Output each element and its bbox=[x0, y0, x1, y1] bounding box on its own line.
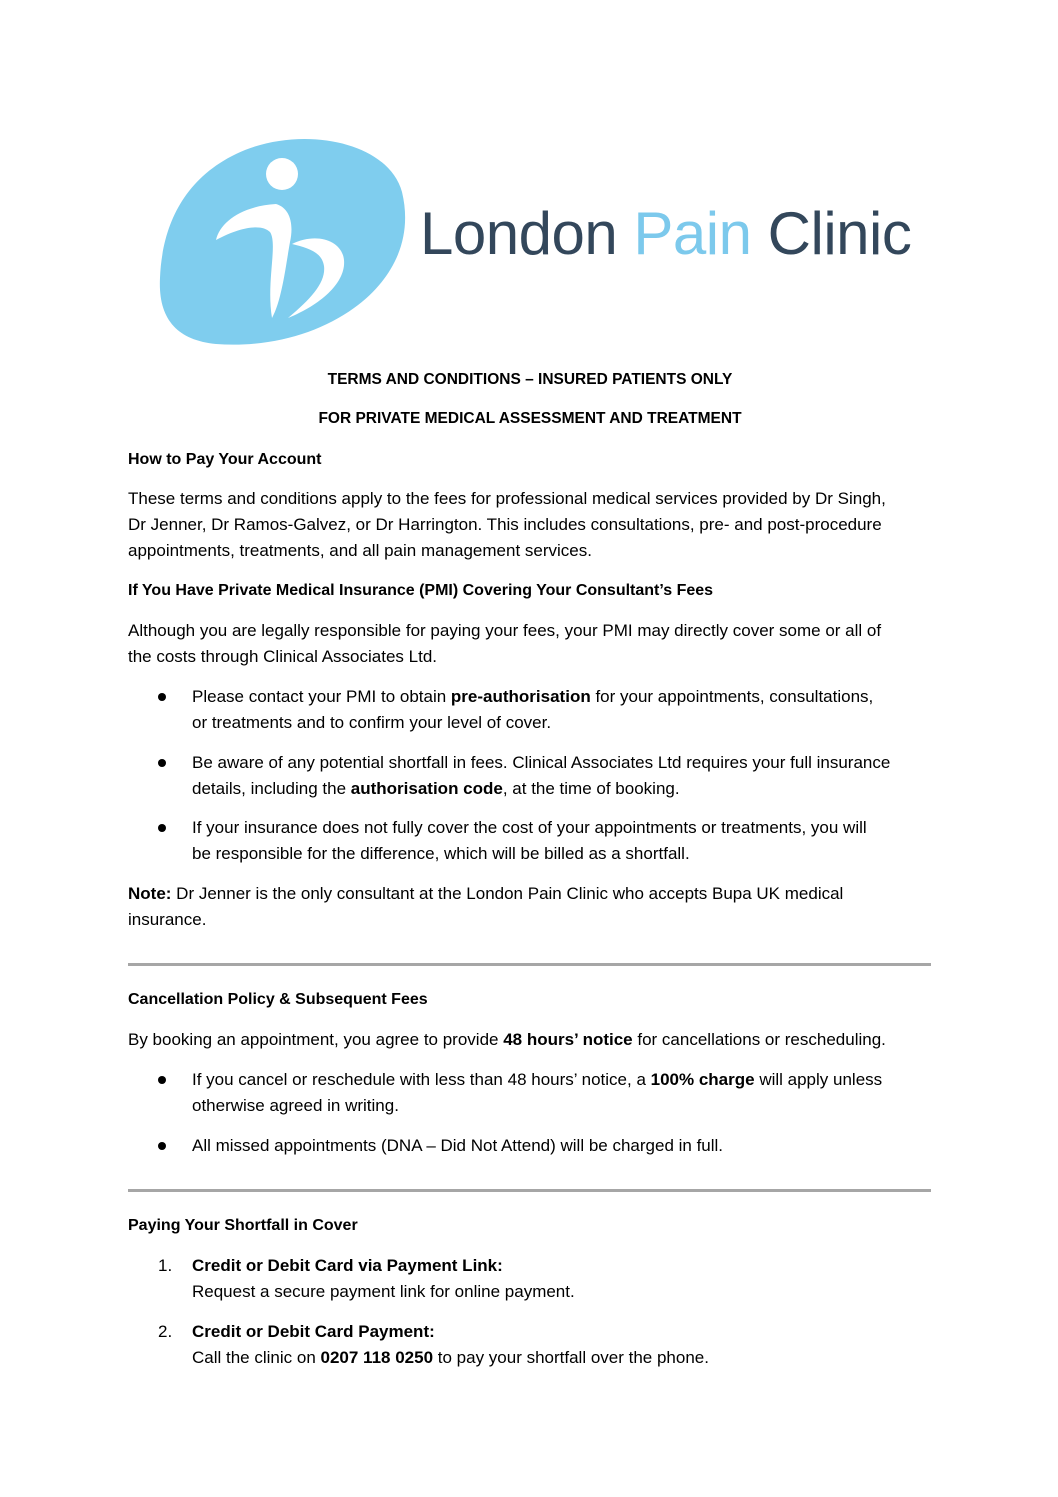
section-heading-cancellation: Cancellation Policy & Subsequent Fees bbox=[128, 991, 428, 1008]
divider bbox=[128, 963, 931, 966]
bullet-icon bbox=[158, 1076, 166, 1084]
person-swoosh-logo-icon bbox=[158, 132, 408, 352]
logo-word-london: London bbox=[420, 200, 618, 267]
bullet-line: Be aware of any potential shortfall in fees. Clinical Associates Ltd requires your full insurance bbox=[192, 753, 891, 772]
list-item-text: Request a secure payment link for online payment. bbox=[192, 1282, 575, 1301]
paragraph-line: Although you are legally responsible for paying your fees, your PMI may directly cover some or all of bbox=[128, 621, 882, 640]
bullet-icon bbox=[158, 759, 166, 767]
note-line: insurance. bbox=[128, 910, 207, 929]
bullet-line: If your insurance does not fully cover the cost of your appointments or treatments, you will bbox=[192, 818, 867, 837]
bullet-icon bbox=[158, 1142, 166, 1150]
clinic-logo bbox=[158, 132, 938, 352]
list-item-title: Credit or Debit Card via Payment Link: bbox=[192, 1256, 503, 1275]
section-heading-pmi: If You Have Private Medical Insurance (PMI) Covering Your Consultant’s Fees bbox=[128, 582, 714, 599]
list-number: 2. bbox=[158, 1322, 173, 1341]
bullet-icon bbox=[158, 824, 166, 832]
document-title: TERMS AND CONDITIONS – INSURED PATIENTS ONLY bbox=[327, 371, 733, 388]
list-item-title: Credit or Debit Card Payment: bbox=[192, 1322, 435, 1341]
bullet-line: or treatments and to confirm your level of cover. bbox=[192, 713, 552, 732]
bullet-icon bbox=[158, 693, 166, 701]
bullet-line: be responsible for the difference, which will be billed as a shortfall. bbox=[192, 844, 690, 863]
bullet-line: All missed appointments (DNA – Did Not Attend) will be charged in full. bbox=[192, 1136, 724, 1155]
divider bbox=[128, 1189, 931, 1192]
list-number: 1. bbox=[158, 1256, 173, 1275]
paragraph-line: appointments, treatments, and all pain management services. bbox=[128, 541, 592, 560]
document-subtitle: FOR PRIVATE MEDICAL ASSESSMENT AND TREATMENT bbox=[318, 410, 742, 427]
paragraph-line: the costs through Clinical Associates Ltd. bbox=[128, 647, 437, 666]
logo-word-pain: Pain bbox=[633, 200, 752, 267]
paragraph-line: These terms and conditions apply to the fees for professional medical services provided by Dr Singh, bbox=[128, 489, 886, 508]
paragraph-line: By booking an appointment, you agree to provide 48 hours’ notice for cancellations or rescheduling. bbox=[128, 1030, 886, 1049]
section-heading-pay: How to Pay Your Account bbox=[128, 451, 322, 468]
section-heading-shortfall: Paying Your Shortfall in Cover bbox=[128, 1217, 358, 1234]
note-line: Note: Dr Jenner is the only consultant at the London Pain Clinic who accepts Bupa UK medical bbox=[128, 884, 844, 903]
bullet-line: details, including the authorisation code, at the time of booking. bbox=[192, 779, 680, 798]
bullet-line: Please contact your PMI to obtain pre-authorisation for your appointments, consultations, bbox=[192, 687, 874, 706]
clinic-name bbox=[420, 200, 912, 267]
bullet-line: otherwise agreed in writing. bbox=[192, 1096, 399, 1115]
logo-word-clinic: Clinic bbox=[767, 200, 912, 267]
list-item-text: Call the clinic on 0207 118 0250 to pay your shortfall over the phone. bbox=[192, 1348, 709, 1367]
bullet-line: If you cancel or reschedule with less than 48 hours’ notice, a 100% charge will apply unless bbox=[192, 1070, 883, 1089]
paragraph-line: Dr Jenner, Dr Ramos-Galvez, or Dr Harrington. This includes consultations, pre- and post-procedure bbox=[128, 515, 882, 534]
